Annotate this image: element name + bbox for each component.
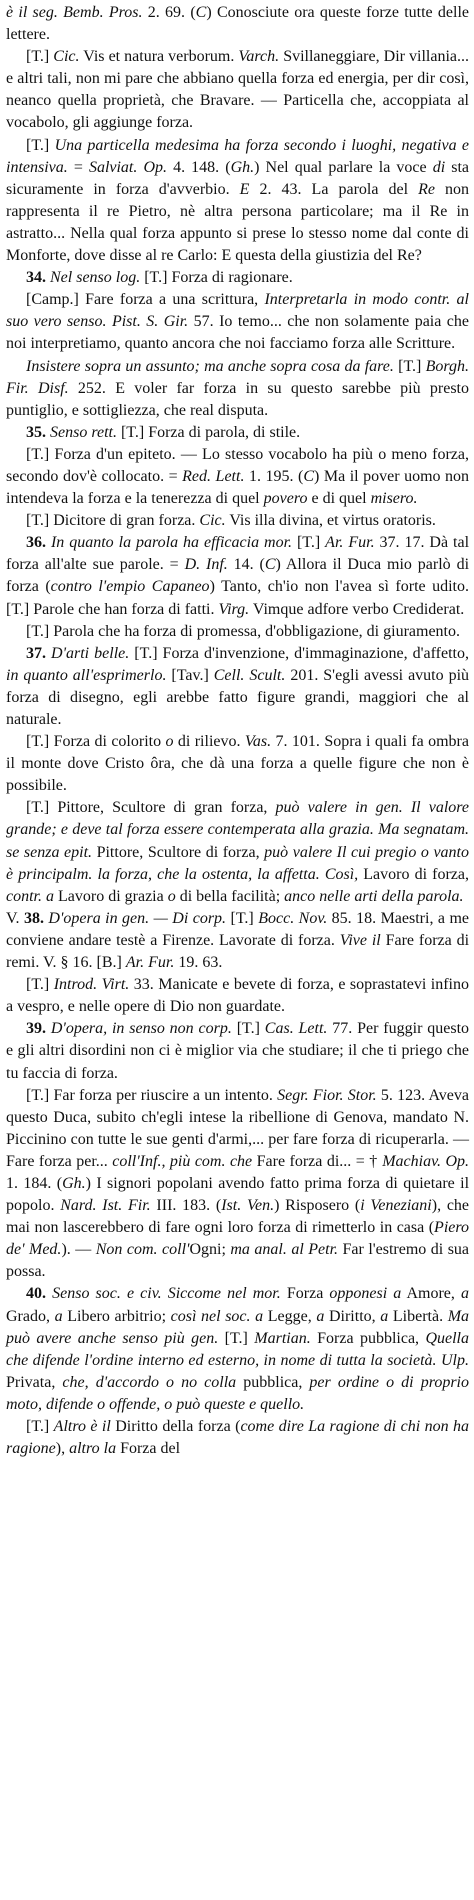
entry-paragraph: [T.] Forza d'un epiteto. — Lo stesso vocabolo ha più o meno forza, secondo dov'è collocato. = Red. Lett. 1. 195. (C) Ma il pover uomo non intendeva la forza e la tenerezza di quel povero e di quel misero. (6, 445, 470, 508)
entry-paragraph: [T.] Far forza per riuscire a un intento. Segr. Fior. Stor. 5. 123. Aveva questo Duca, subito ch'egli intese la ribellione di Genova, mandato N. Piccinino con tutte le sue genti d'armi,... per fare forza di ricuperarla. — Fare forza per... coll'Inf., più com. che Fare forza di... = † Machiav. Op. 1. 184. (Gh.) I signori popolani avendo fatto prima forza di quietare il popolo. Nard. Ist. Fir. III. 183. (Ist. Ven.) Risposero (i Veneziani), che mai non lascerebbero di fare ogni loro forza di rimetterlo in casa (Piero de' Med.). — Non com. coll'Ogni; ma anal. al Petr. Far l'estremo di sua possa. (6, 1086, 470, 1281)
numbered-sense-paragraph: 40. Senso soc. e civ. Siccome nel mor. Forza opponesi a Amore, a Grado, a Libero arbitrio; così nel soc. a Legge, a Diritto, a Libertà. Ma può avere anche senso più gen. [T.] Martian. Forza pubblica, Quella che difende l'ordine interno ed esterno, in nome di tutta la società. Ulp. Privata, che, d'accordo o no colla pubblica, per ordine o di proprio moto, difende o offende, o può queste e quello. (6, 1285, 470, 1413)
entry-paragraph: V. 38. D'opera in gen. — Di corp. [T.] Bocc. Nov. 85. 18. Maestri, a me conviene andare testè a Firenze. Lavorate di forza. Vive il Fare forza di remi. V. § 16. [B.] Ar. Fur. 19. 63. (6, 909, 470, 972)
entry-paragraph: [T.] Una particella medesima ha forza secondo i luoghi, negativa e intensiva. = Salviat. Op. 4. 148. (Gh.) Nel qual parlare la voce di sta sicuramente in forza d'avverbio. E 2. 43. La parola del Re non rappresenta il re Pietro, nè altra persona particolare; ma il Re in astratto... Nella qual forza appunto si prese lo stesso nome dal conte di Monforte, dove disse al re Carlo: E questa della giustizia del Re? (6, 136, 470, 265)
entry-paragraph: [T.] Altro è il Diritto della forza (come dire La ragione di chi non ha ragione), altro la Forza del (6, 1418, 470, 1458)
entry-paragraph: [T.] Parola che ha forza di promessa, d'obbligazione, di giuramento. (26, 622, 460, 640)
numbered-sense-paragraph: 36. In quanto la parola ha efficacia mor. [T.] Ar. Fur. 37. 17. Dà tal forza all'alte sue parole. = D. Inf. 14. (C) Allora il Duca mio parlò di forza (contro l'empio Capaneo) Tanto, ch'io non l'avea sì forte udito. [T.] Parole che han forza di fatti. Virg. Vimque adfore verbo Crediderat. (6, 534, 470, 618)
entry-paragraph: [T.] Cic. Vis et natura verborum. Varch. Svillaneggiare, Dir villania... e altri tali, non mi pare che abbiano quella forza ed energia, per dir così, neanco quella proprietà, che Bravare. — Particella che, accoppiata al vocabolo, gli aggiunge forza. (6, 48, 470, 132)
numbered-sense-paragraph: 37. D'arti belle. [T.] Forza d'invenzione, d'immaginazione, d'affetto, in quanto all'esprimerlo. [Tav.] Cell. Scult. 201. S'egli avessi avuto più forza di disegno, egli arebbe fatto figure grandi, maggiori che al naturale. (6, 644, 470, 728)
entry-paragraph: [T.] Pittore, Scultore di gran forza, può valere in gen. Il valore grande; e deve tal forza essere contemperata alla grazia. Ma segnatam. se senza epit. Pittore, Scultore di forza, può valere Il cui pregio o vanto è principalm. la forza, che la ostenta, la affetta. Così, Lavoro di forza, contr. a Lavoro di grazia o di bella facilità; anco nelle arti della parola. (6, 799, 470, 905)
entry-paragraph: [Camp.] Fare forza a una scrittura, Interpretarla in modo contr. al suo vero senso. Pist. S. Gir. 57. Io temo... che non solamente paia che noi interpretiamo, quanto ancora che noi facciamo forza alle Scritture. (6, 291, 469, 353)
entry-paragraph: [T.] Forza di colorito o di rilievo. Vas. 7. 101. Sopra i quali fa ombra il monte dove Cristo ôra, che dà una forza a quelle figure che non è possibile. (6, 733, 469, 795)
numbered-sense-paragraph: 39. D'opera, in senso non corp. [T.] Cas. Lett. 77. Per fuggir questo e gli altri disordini non ci è miglior via che studiare; il che ti priego che tu faccia di forza. (6, 1020, 470, 1082)
numbered-sense-paragraph: 34. Nel senso log. [T.] Forza di ragionare. (26, 269, 293, 287)
numbered-sense-paragraph: 35. Senso rett. [T.] Forza di parola, di stile. (26, 423, 301, 441)
dictionary-page (6, 2, 469, 1460)
entry-paragraph: [T.] Dicitore di gran forza. Cic. Vis illa divina, et virtus oratoris. (26, 512, 436, 530)
entry-paragraph: [T.] Introd. Virt. 33. Manicate e bevete di forza, e soprastatevi infino a vespro, e nelle opere di Dio non guardate. (6, 976, 470, 1016)
entry-paragraph: Insistere sopra un assunto; ma anche sopra cosa da fare. [T.] Borgh. Fir. Disf. 252. E voler far forza in su questo sarebbe più presto puntiglio, e sottigliezza, che real disputa. (6, 357, 469, 419)
entry-paragraph: è il seg. Bemb. Pros. 2. 69. (C) Conosciute ora queste forze tutte delle lettere. (6, 4, 470, 44)
